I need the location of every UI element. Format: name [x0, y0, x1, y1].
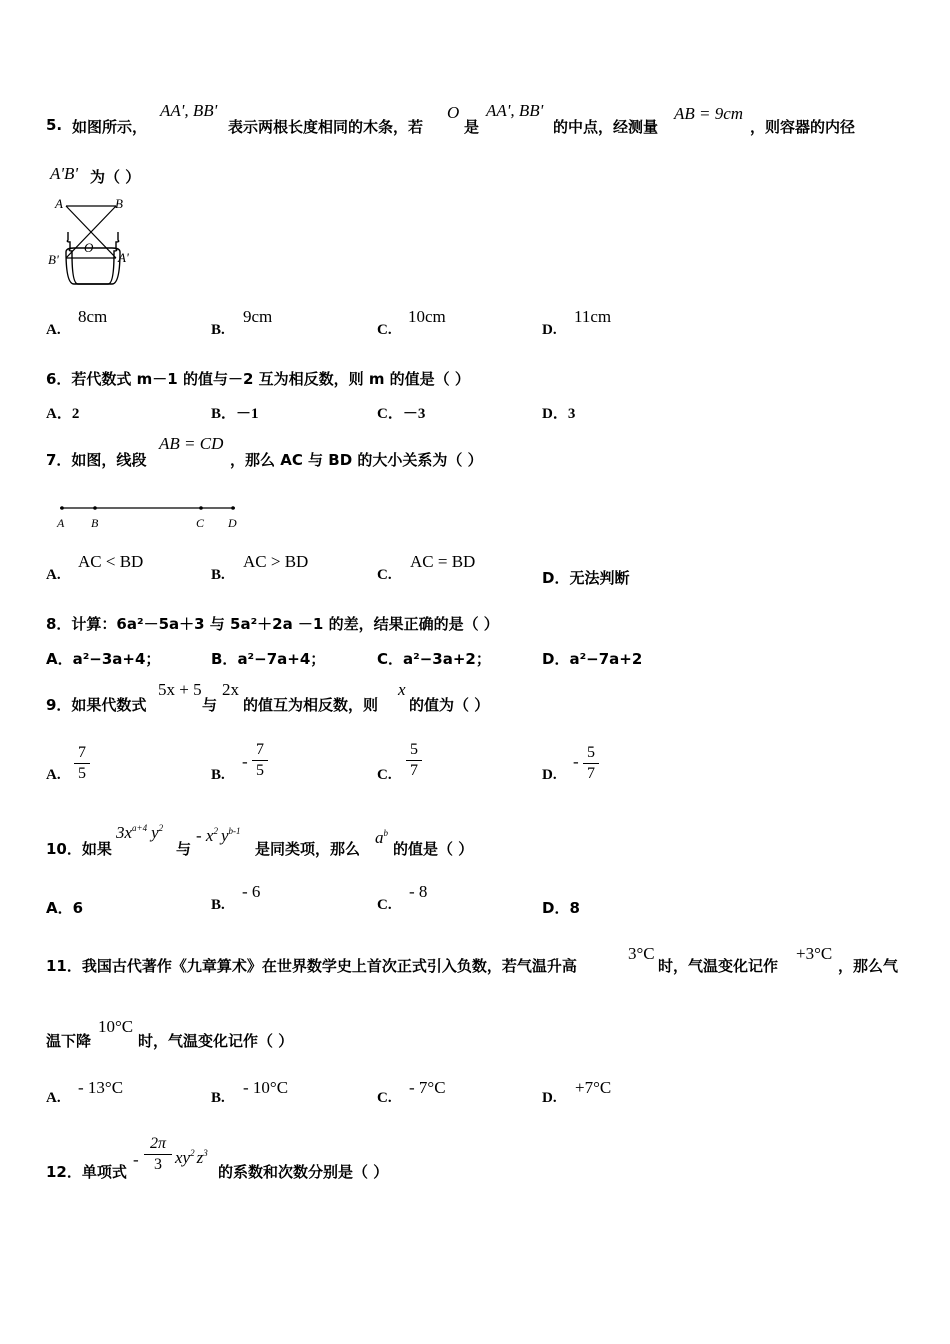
q11-text-3: ，那么气 [838, 957, 899, 975]
q12-variables [175, 1148, 208, 1168]
point-c [199, 506, 203, 510]
q5-option-a-label[interactable]: A. [46, 322, 61, 338]
label-b: B [91, 516, 99, 530]
numerator: 5 [410, 741, 418, 758]
q7-option-b-label[interactable]: B. [211, 567, 225, 583]
q8-option-d[interactable] [542, 648, 642, 669]
q8-option-b-value: a²−7a+4； [237, 650, 326, 668]
q11-option-b-value[interactable]: - 10°C [243, 1078, 289, 1097]
q10-m1-yexp: 2 [158, 823, 164, 833]
q6-option-a[interactable] [46, 402, 79, 423]
q11-option-c-value[interactable]: - 7°C [409, 1078, 446, 1097]
q7-option-c-value[interactable]: AC = BD [410, 552, 476, 571]
q9-text-1: 9．如果代数式 [46, 696, 147, 714]
denominator: 5 [78, 765, 86, 782]
q9-math-3: x [398, 680, 406, 699]
q7-option-d-value: 无法判断 [569, 569, 630, 587]
q7-text-2: ，那么 AC 与 BD 的大小关系为（ ） [230, 451, 483, 469]
q10-option-c-value[interactable]: - 8 [409, 882, 428, 901]
q8-text: 8．计算：6a²－5a＋3 与 5a²＋2a －1 的差，结果正确的是（ ） [46, 615, 499, 633]
q7-option-c-label[interactable]: C. [377, 567, 392, 583]
q5-math-3: AA', BB' [486, 101, 544, 120]
q10-option-d-label: D． [542, 899, 570, 917]
q12-y-exp: 2 [190, 1148, 195, 1158]
q7-option-d[interactable] [542, 567, 629, 588]
q8-option-a[interactable] [46, 648, 160, 669]
q12-sign: - [133, 1150, 139, 1169]
q9-option-b-fraction[interactable] [252, 741, 268, 780]
q7-option-a-value[interactable]: AC < BD [78, 552, 144, 571]
q10-text-4: 的值是（ ） [393, 840, 474, 858]
q7-text-1: 7．如图，线段 [46, 451, 147, 469]
denominator: 7 [410, 762, 418, 779]
q9-option-b-sign: - [242, 752, 248, 771]
q5-math-4: AB = 9cm [674, 104, 744, 123]
q11-math-2: +3°C [796, 944, 833, 963]
q8-option-c-value: a²−3a+2； [403, 650, 491, 668]
q11-option-a-value[interactable]: - 13°C [78, 1078, 124, 1097]
q7-option-d-label: D． [542, 569, 570, 587]
q10-m2-yexp: b-1 [228, 826, 241, 836]
q10-text-3: 是同类项，那么 [255, 840, 361, 858]
point-a [60, 506, 64, 510]
q5-option-d-label[interactable]: D. [542, 322, 557, 338]
label-o: O [84, 240, 94, 255]
q6-option-d-label: D． [542, 406, 568, 422]
q9-text-4: 的值为（ ） [409, 696, 490, 714]
q5-option-b-label[interactable]: B. [211, 322, 225, 338]
q6-option-d-value: 3 [567, 406, 576, 422]
q12-text-2: 的系数和次数分别是（ ） [218, 1163, 389, 1181]
q10-option-d[interactable] [542, 897, 580, 918]
q11-option-d-value[interactable]: +7°C [575, 1078, 612, 1097]
q10-option-d-value: 8 [569, 899, 580, 917]
q12-z: z [196, 1148, 204, 1167]
q8-option-b[interactable] [211, 648, 325, 669]
q10-option-b-value[interactable]: - 6 [242, 882, 261, 901]
q9-option-c-label[interactable]: C. [377, 767, 392, 783]
q12-xy: xy [175, 1148, 191, 1167]
q10-m2-base: - x [196, 826, 214, 845]
q6-option-b[interactable] [211, 402, 259, 423]
q5-text-6: 为（ ） [90, 168, 141, 186]
q10-m1-exp: a+4 [132, 823, 148, 833]
q11-math-1: 3°C [628, 944, 655, 963]
numerator: 7 [256, 741, 264, 758]
q8-option-b-label: B． [211, 650, 238, 668]
q6-option-a-label: A． [46, 406, 72, 422]
q9-math-1: 5x + 5 [158, 680, 202, 699]
q6-option-a-value: 2 [71, 406, 80, 422]
point-d [231, 506, 235, 510]
q10-m1-y: y [151, 823, 159, 842]
label-c: C [196, 516, 205, 530]
q8-option-c[interactable] [377, 648, 491, 669]
denominator: 7 [587, 765, 595, 782]
q5-text-2: 表示两根长度相同的木条，若 [228, 118, 424, 136]
q11-math-3: 10°C [98, 1017, 134, 1036]
q5-option-a-value[interactable]: 8cm [78, 307, 108, 326]
q9-option-c-fraction[interactable] [406, 741, 422, 780]
q5-text-5: ，则容器的内径 [750, 118, 856, 136]
point-b [93, 506, 97, 510]
q12-text-1: 12．单项式 [46, 1163, 127, 1181]
q11-option-c-label[interactable]: C. [377, 1090, 392, 1106]
q10-m1-base: 3x [116, 823, 133, 842]
q7-figure [52, 500, 252, 532]
q9-option-a-fraction[interactable] [74, 744, 90, 783]
q5-text-1: 如图所示， [72, 118, 148, 136]
q5-option-b-value[interactable]: 9cm [243, 307, 273, 326]
q11-text-2: 时，气温变化记作 [658, 957, 779, 975]
q10-option-b-label[interactable]: B. [211, 897, 225, 913]
q9-text-2: 与 [202, 696, 218, 714]
q9-option-d-fraction[interactable] [583, 744, 599, 783]
q8-option-d-value: a²−7a+2 [569, 650, 643, 668]
q7-option-a-label[interactable]: A. [46, 567, 61, 583]
q5-figure [46, 192, 146, 292]
q10-math-2 [196, 826, 241, 846]
q11-option-d-label[interactable]: D. [542, 1090, 557, 1106]
q8-option-a-value: a²−3a+4； [72, 650, 161, 668]
q10-text-2: 与 [176, 840, 192, 858]
label-b-prime: B' [48, 252, 59, 267]
q9-text-3: 的值互为相反数，则 [243, 696, 379, 714]
q10-option-a-value: 6 [72, 899, 84, 917]
q11-option-a-label[interactable]: A. [46, 1090, 61, 1106]
q10-option-c-label[interactable]: C. [377, 897, 392, 913]
q12-coefficient-fraction [144, 1135, 172, 1174]
q5-math-5: A'B' [50, 164, 79, 183]
label-a-prime: A' [118, 250, 129, 265]
q11-text-5: 时，气温变化记作（ ） [138, 1032, 294, 1050]
q7-option-b-value[interactable]: AC > BD [243, 552, 309, 571]
q10-m3-base: a [375, 828, 384, 847]
q10-m3-exp: b [383, 828, 388, 838]
q6-option-c[interactable] [377, 402, 425, 423]
q6-option-c-label: C． [377, 406, 403, 422]
q5-math-2: O [447, 103, 460, 122]
q5-option-c-label[interactable]: C. [377, 322, 392, 338]
numerator: 5 [587, 744, 595, 761]
denominator: 3 [154, 1156, 162, 1173]
q8-option-c-label: C． [377, 650, 404, 668]
label-a: A [55, 196, 63, 211]
q11-text-1: 11．我国古代著作《九章算术》在世界数学史上首次正式引入负数，若气温升高 [46, 957, 577, 975]
label-a: A [57, 516, 65, 530]
q5-text-3: 是 [464, 118, 480, 136]
numerator: 2π [149, 1135, 166, 1152]
denominator: 5 [256, 762, 264, 779]
label-b: B [115, 196, 123, 211]
q10-option-a[interactable] [46, 897, 83, 918]
q10-m2-y: y [220, 826, 229, 845]
q5-option-c-value[interactable]: 10cm [408, 307, 446, 326]
q10-option-a-label: A． [46, 899, 73, 917]
q5-text-4: 的中点，经测量 [553, 118, 659, 136]
q6-option-c-value: －3 [402, 406, 426, 422]
q11-option-b-label[interactable]: B. [211, 1090, 225, 1106]
q5-option-d-value[interactable]: 11cm [574, 307, 612, 326]
q10-m2-exp: 2 [213, 826, 218, 836]
q10-math-3 [375, 828, 388, 848]
q11-text-4: 温下降 [46, 1032, 92, 1050]
q5-number: 5. [46, 116, 63, 134]
q5-math-1: AA', BB' [160, 101, 218, 120]
q9-option-a-label[interactable]: A. [46, 767, 61, 783]
q6-option-b-label: B． [211, 406, 237, 422]
q8-option-d-label: D． [542, 650, 570, 668]
q7-math-1: AB = CD [159, 434, 224, 453]
q6-option-d[interactable] [542, 402, 575, 423]
q9-math-2: 2x [222, 680, 239, 699]
q6-option-b-value: －1 [236, 406, 259, 422]
q8-option-a-label: A． [46, 650, 73, 668]
q9-option-d-sign: - [573, 752, 579, 771]
label-d: D [228, 516, 237, 530]
q12-z-exp: 3 [203, 1148, 208, 1158]
q6-text: 6．若代数式 m－1 的值与－2 互为相反数，则 m 的值是（ ） [46, 370, 470, 388]
q10-math-1 [116, 823, 163, 843]
q9-option-d-label[interactable]: D. [542, 767, 557, 783]
q10-text-1: 10．如果 [46, 840, 112, 858]
q9-option-b-label[interactable]: B. [211, 767, 225, 783]
numerator: 7 [78, 744, 86, 761]
